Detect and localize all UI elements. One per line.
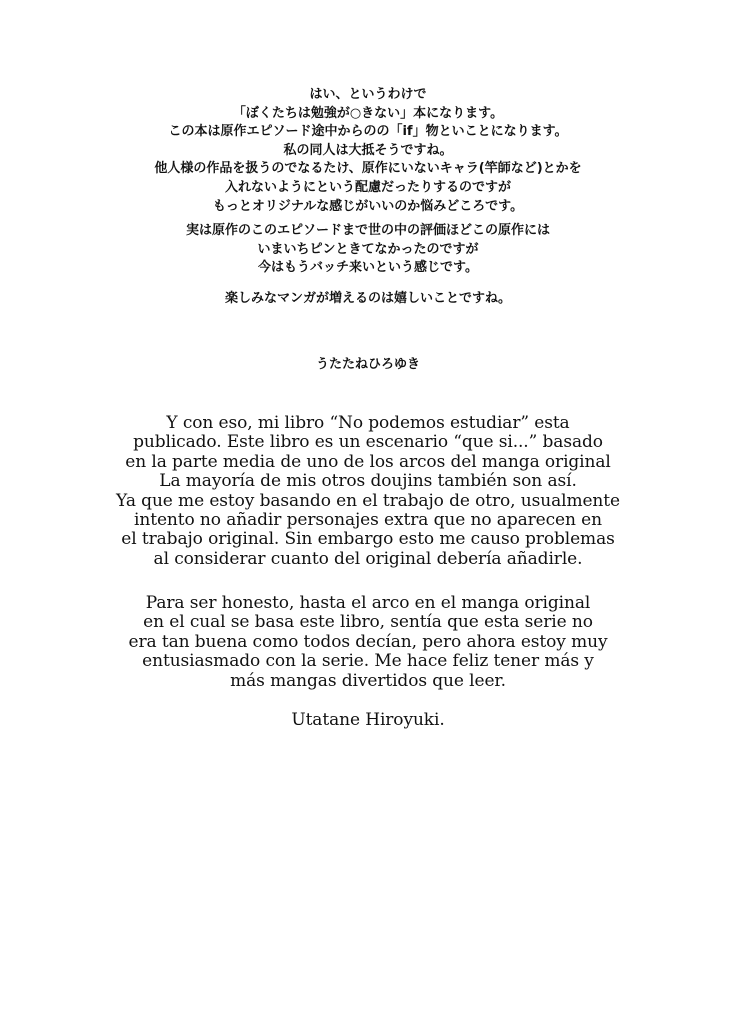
- spanish-line: era tan buena como todos decían, pero ahora estoy muy: [128, 631, 608, 652]
- japanese-line: はい、というわけで: [309, 87, 427, 102]
- spanish-line: Ya que me estoy basando en el trabajo de otro, usualmente: [116, 490, 620, 511]
- japanese-line: 入れないようにという配慮だったりするのですが: [224, 179, 511, 195]
- japanese-signature: うたたねひろゆき: [315, 357, 420, 372]
- spanish-line: en el cual se basa este libro, sentía que esta serie no: [143, 612, 593, 633]
- spanish-line: más mangas divertidos que leer.: [230, 670, 506, 691]
- spanish-line: entusiasmado con la serie. Me hace feliz tener más y: [142, 651, 594, 672]
- spanish-paragraph-2: [0, 594, 736, 691]
- spanish-line: intento no añadir personajes extra que no aparecen en: [134, 510, 602, 531]
- spanish-line: en la parte media de uno de los arcos del manga original: [125, 451, 611, 472]
- spanish-line: La mayoría de mis otros doujins también son así.: [159, 471, 577, 492]
- japanese-line: 今はもうバッチ来いという感じです。: [258, 260, 478, 276]
- spanish-line: Y con eso, mi libro “No podemos estudiar” esta: [166, 413, 570, 433]
- japanese-line: 私の同人は大抵そうですね。: [283, 142, 453, 158]
- japanese-line: 他人様の作品を扱うのでなるたけ、原作にいないキャラ(竿師など)とかを: [154, 161, 582, 177]
- japanese-paragraph-2: [0, 222, 736, 278]
- spanish-paragraph-1: [0, 414, 736, 569]
- spanish-line: publicado. Este libro es un escenario “que si...” basado: [133, 432, 603, 453]
- japanese-line: 実は原作のこのエピソードまで世の中の評価ほどこの原作には: [185, 223, 550, 238]
- spanish-line: al considerar cuanto del original debería añadirle.: [153, 548, 583, 569]
- japanese-line: この本は原作エピソード途中からのの「if」物といことになります。: [168, 124, 568, 140]
- japanese-line: 楽しみなマンガが増えるのは嬉しいことですね。: [224, 291, 511, 306]
- spanish-line: el trabajo original. Sin embargo esto me causo problemas: [121, 529, 615, 550]
- japanese-paragraph-1: [0, 86, 736, 216]
- japanese-line: いまいちピンときてなかったのですが: [257, 241, 479, 257]
- japanese-line: 「ぼくたちは勉強が○きない」本になります。: [232, 105, 504, 121]
- japanese-paragraph-3: [0, 290, 736, 309]
- japanese-line: もっとオリジナルな感じがいいのか悩みどころです。: [212, 198, 524, 214]
- spanish-line: Para ser honesto, hasta el arco en el manga original: [145, 593, 591, 613]
- spanish-signature: Utatane Hiroyuki.: [291, 710, 445, 730]
